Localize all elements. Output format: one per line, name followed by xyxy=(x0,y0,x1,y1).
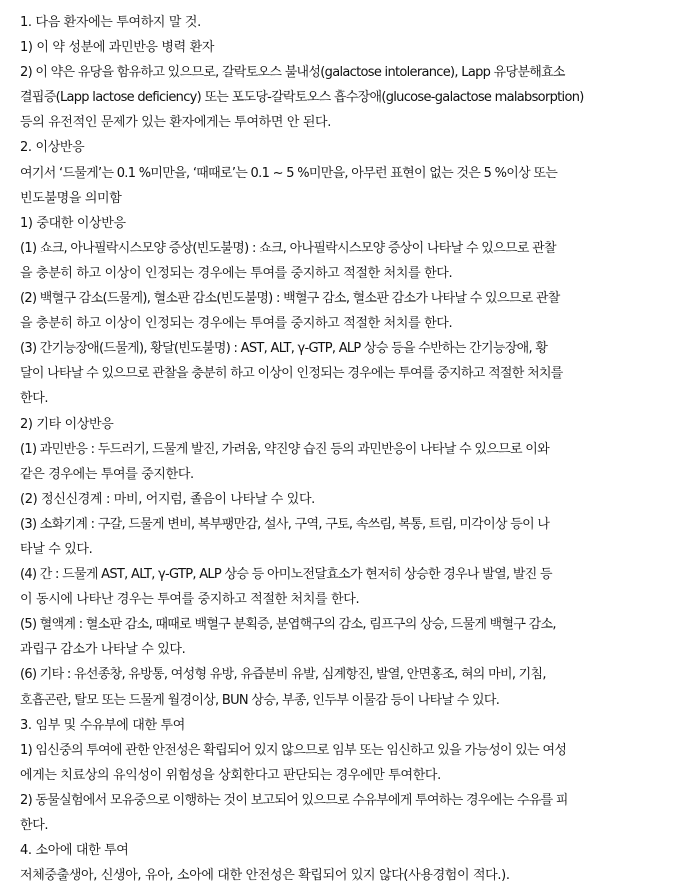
text-line: 과립구 감소가 나타날 수 있다. xyxy=(20,642,186,658)
text-line: 이 동시에 나타난 경우는 투여를 중지하고 적절한 처치를 한다. xyxy=(20,592,360,608)
text-line: (5) 혈액계 : 혈소판 감소, 때때로 백혈구 분획증, 분엽핵구의 감소, 림프구의 상승, 드물게 백혈구 감소, xyxy=(20,617,556,633)
text-line: (6) 기타 : 유선종창, 유방통, 여성형 유방, 유즙분비 유발, 심계항진, 발열, 안면홍조, 혀의 마비, 기침, xyxy=(20,667,546,683)
subsection-heading: 1) 중대한 이상반응 xyxy=(20,215,126,231)
section-heading-pregnancy: 3. 임부 및 수유부에 대한 투여 xyxy=(20,717,185,733)
text-line: 한다. xyxy=(20,818,49,833)
text-line: 저체중출생아, 신생아, 유아, 소아에 대한 안전성은 확립되어 있지 않다(사용경험이 적다.). xyxy=(20,868,510,884)
text-line: 2) 동물실험에서 모유중으로 이행하는 것이 보고되어 있으므로 수유부에게 투여하는 경우에는 수유를 피 xyxy=(20,792,568,808)
text-line: 타날 수 있다. xyxy=(20,541,93,557)
text-line: 에게는 치료상의 유익성이 위험성을 상회한다고 판단되는 경우에만 투여한다. xyxy=(20,767,441,783)
text-line: (4) 간 : 드물게 AST, ALT, γ-GTP, ALP 상승 등 아미노전달효소가 현저히 상승한 경우나 발열, 발진 등 xyxy=(20,567,552,583)
section-heading-pediatric: 4. 소아에 대한 투여 xyxy=(20,843,129,859)
text-line: 호흡곤란, 탈모 또는 드물게 월경이상, BUN 상승, 부종, 인두부 이물감 등이 나타날 수 있다. xyxy=(20,692,500,708)
text-line: 빈도불명을 의미함 xyxy=(20,190,122,206)
text-line: (3) 소화기계 : 구갈, 드물게 변비, 복부팽만감, 설사, 구역, 구토, 속쓰림, 복통, 트림, 미각이상 등이 나 xyxy=(20,516,550,532)
text-line: 달이 나타날 수 있으므로 관찰을 충분히 하고 이상이 인정되는 경우에는 투여를 중지하고 적절한 처치를 xyxy=(20,366,563,382)
drug-precautions-document xyxy=(20,10,688,888)
text-line: 등의 유전적인 문제가 있는 환자에게는 투여하면 안 된다. xyxy=(20,115,332,131)
subsection-heading: 2) 기타 이상반응 xyxy=(20,416,114,432)
text-line: (3) 간기능장애(드물게), 황달(빈도불명) : AST, ALT, γ-GTP, ALP 상승 등을 수반하는 간기능장애, 황 xyxy=(20,341,548,357)
text-line: (1) 과민반응 : 두드러기, 드물게 발진, 가려움, 약진양 습진 등의 과민반응이 나타날 수 있으므로 이와 xyxy=(20,441,549,457)
section-heading-adverse-reactions: 2. 이상반응 xyxy=(20,140,85,156)
text-line: 을 충분히 하고 이상이 인정되는 경우에는 투여를 중지하고 적절한 처치를 한다. xyxy=(20,265,453,281)
text-line: 한다. xyxy=(20,391,49,407)
text-line: 2) 이 약은 유당을 함유하고 있으므로, 갈락토오스 불내성(galactose intolerance), Lapp 유당분해효소 xyxy=(20,65,565,81)
text-line: 같은 경우에는 투여를 중지한다. xyxy=(20,466,194,482)
text-line: (1) 쇼크, 아나필락시스모양 증상(빈도불명) : 쇼크, 아나필락시스모양 증상이 나타날 수 있으므로 관찰 xyxy=(20,240,556,256)
section-heading-contraindications: 1. 다음 환자에는 투여하지 말 것. xyxy=(20,15,201,30)
text-line: 1) 이 약 성분에 과민반응 병력 환자 xyxy=(20,40,215,56)
text-line: 결핍증(Lapp lactose deficiency) 또는 포도당-갈락토오스 흡수장애(glucose-galactose malabsorption) xyxy=(20,90,584,106)
text-line: (2) 백혈구 감소(드물게), 혈소판 감소(빈도불명) : 백혈구 감소, 혈소판 감소가 나타날 수 있으므로 관찰 xyxy=(20,291,560,307)
text-line: 여기서 ‘드물게’는 0.1 %미만을, ‘때때로’는 0.1 ~ 5 %미만을, 아무런 표현이 없는 것은 5 %이상 또는 xyxy=(20,165,558,181)
text-line: 을 충분히 하고 이상이 인정되는 경우에는 투여를 중지하고 적절한 처치를 한다. xyxy=(20,316,453,332)
text-line: (2) 정신신경계 : 마비, 어지럼, 졸음이 나타날 수 있다. xyxy=(20,491,315,507)
text-line: 1) 임신중의 투여에 관한 안전성은 확립되어 있지 않으므로 임부 또는 임신하고 있을 가능성이 있는 여성 xyxy=(20,742,567,758)
